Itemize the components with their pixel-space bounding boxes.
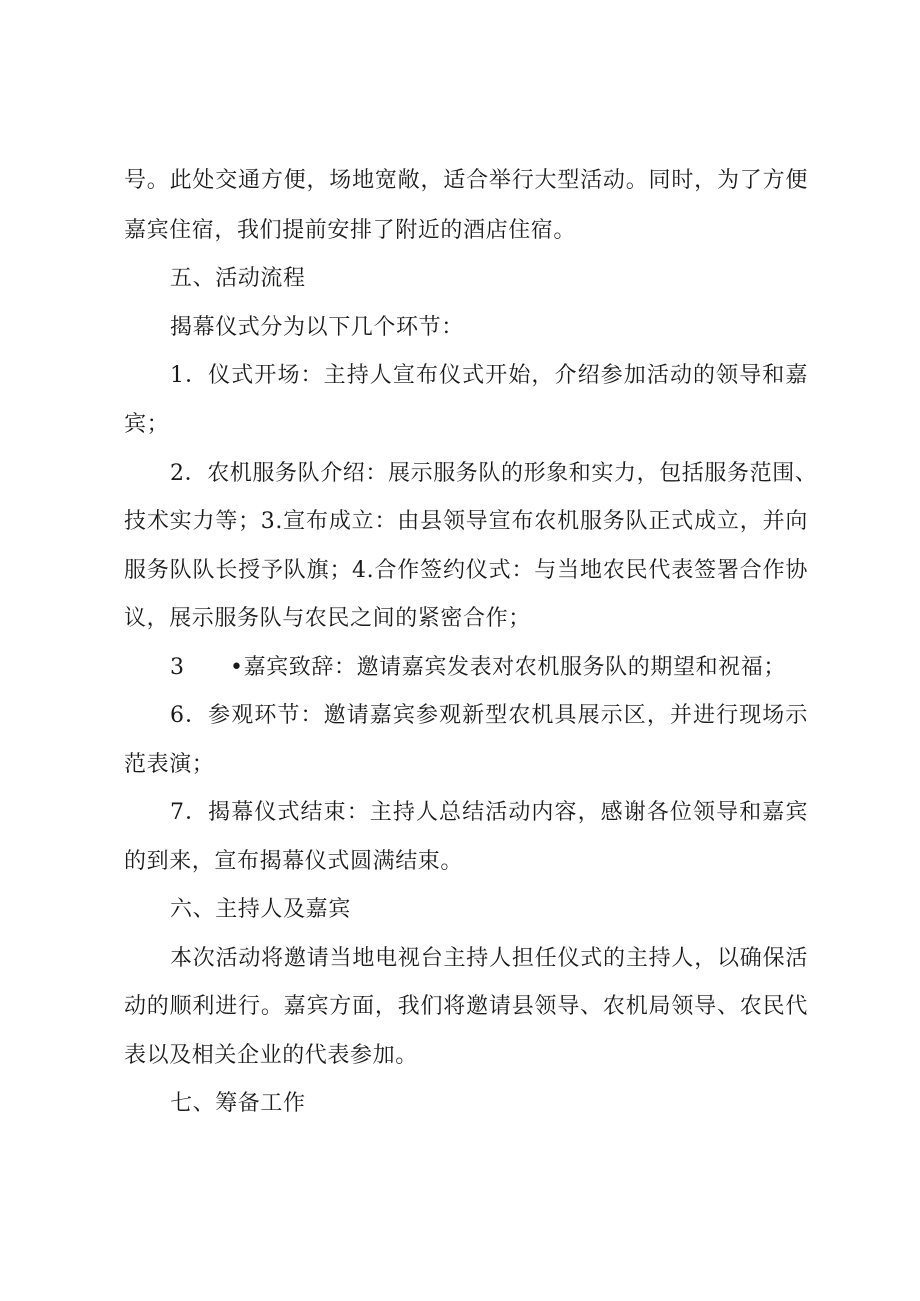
list-item-line — [170, 653, 808, 683]
section-heading-host: 六、主持人及嘉宾 — [170, 897, 351, 922]
list-item-number: 3 — [170, 655, 185, 680]
list-item-line: 议，展示服务队与农民之间的紧密合作； — [124, 606, 531, 631]
section-heading-flow: 五、活动流程 — [170, 266, 306, 291]
list-item-line: 范表演； — [124, 752, 215, 777]
paragraph-line: 本次活动将邀请当地电视台主持人担任仪式的主持人，以确保活 — [170, 946, 808, 971]
paragraph-line: 揭幕仪式分为以下几个环节： — [170, 315, 464, 340]
list-item-text: •嘉宾致辞：邀请嘉宾发表对农机服务队的期望和祝福； — [230, 655, 786, 680]
paragraph-line: 嘉宾住宿，我们提前安排了附近的酒店住宿。 — [124, 218, 577, 243]
list-item-line: 的到来，宣布揭幕仪式圆满结束。 — [124, 849, 464, 874]
paragraph-line: 号。此处交通方便，场地宽敞，适合举行大型活动。同时，为了方便 — [124, 168, 808, 193]
paragraph-line: 表以及相关企业的代表参加。 — [124, 1043, 418, 1068]
list-item-line: 技术实力等；3.宣布成立：由县领导宣布农机服务队正式成立，并向 — [124, 509, 808, 534]
list-item-line: 1．仪式开场：主持人宣布仪式开始，介绍参加活动的领导和嘉 — [170, 363, 808, 388]
list-item-line: 2．农机服务队介绍：展示服务队的形象和实力，包括服务范围、 — [170, 461, 818, 486]
list-item-line: 服务队队长授予队旗；4.合作签约仪式：与当地农民代表签署合作协 — [124, 558, 808, 583]
list-item-line: 6．参观环节：邀请嘉宾参观新型农机具展示区，并进行现场示 — [170, 703, 808, 728]
list-item-line: 宾； — [124, 412, 170, 437]
list-item-line: 7．揭幕仪式结束：主持人总结活动内容，感谢各位领导和嘉宾 — [170, 800, 808, 825]
section-heading-prep: 七、筹备工作 — [170, 1091, 306, 1116]
paragraph-line: 动的顺利进行。嘉宾方面，我们将邀请县领导、农机局领导、农民代 — [124, 994, 808, 1019]
